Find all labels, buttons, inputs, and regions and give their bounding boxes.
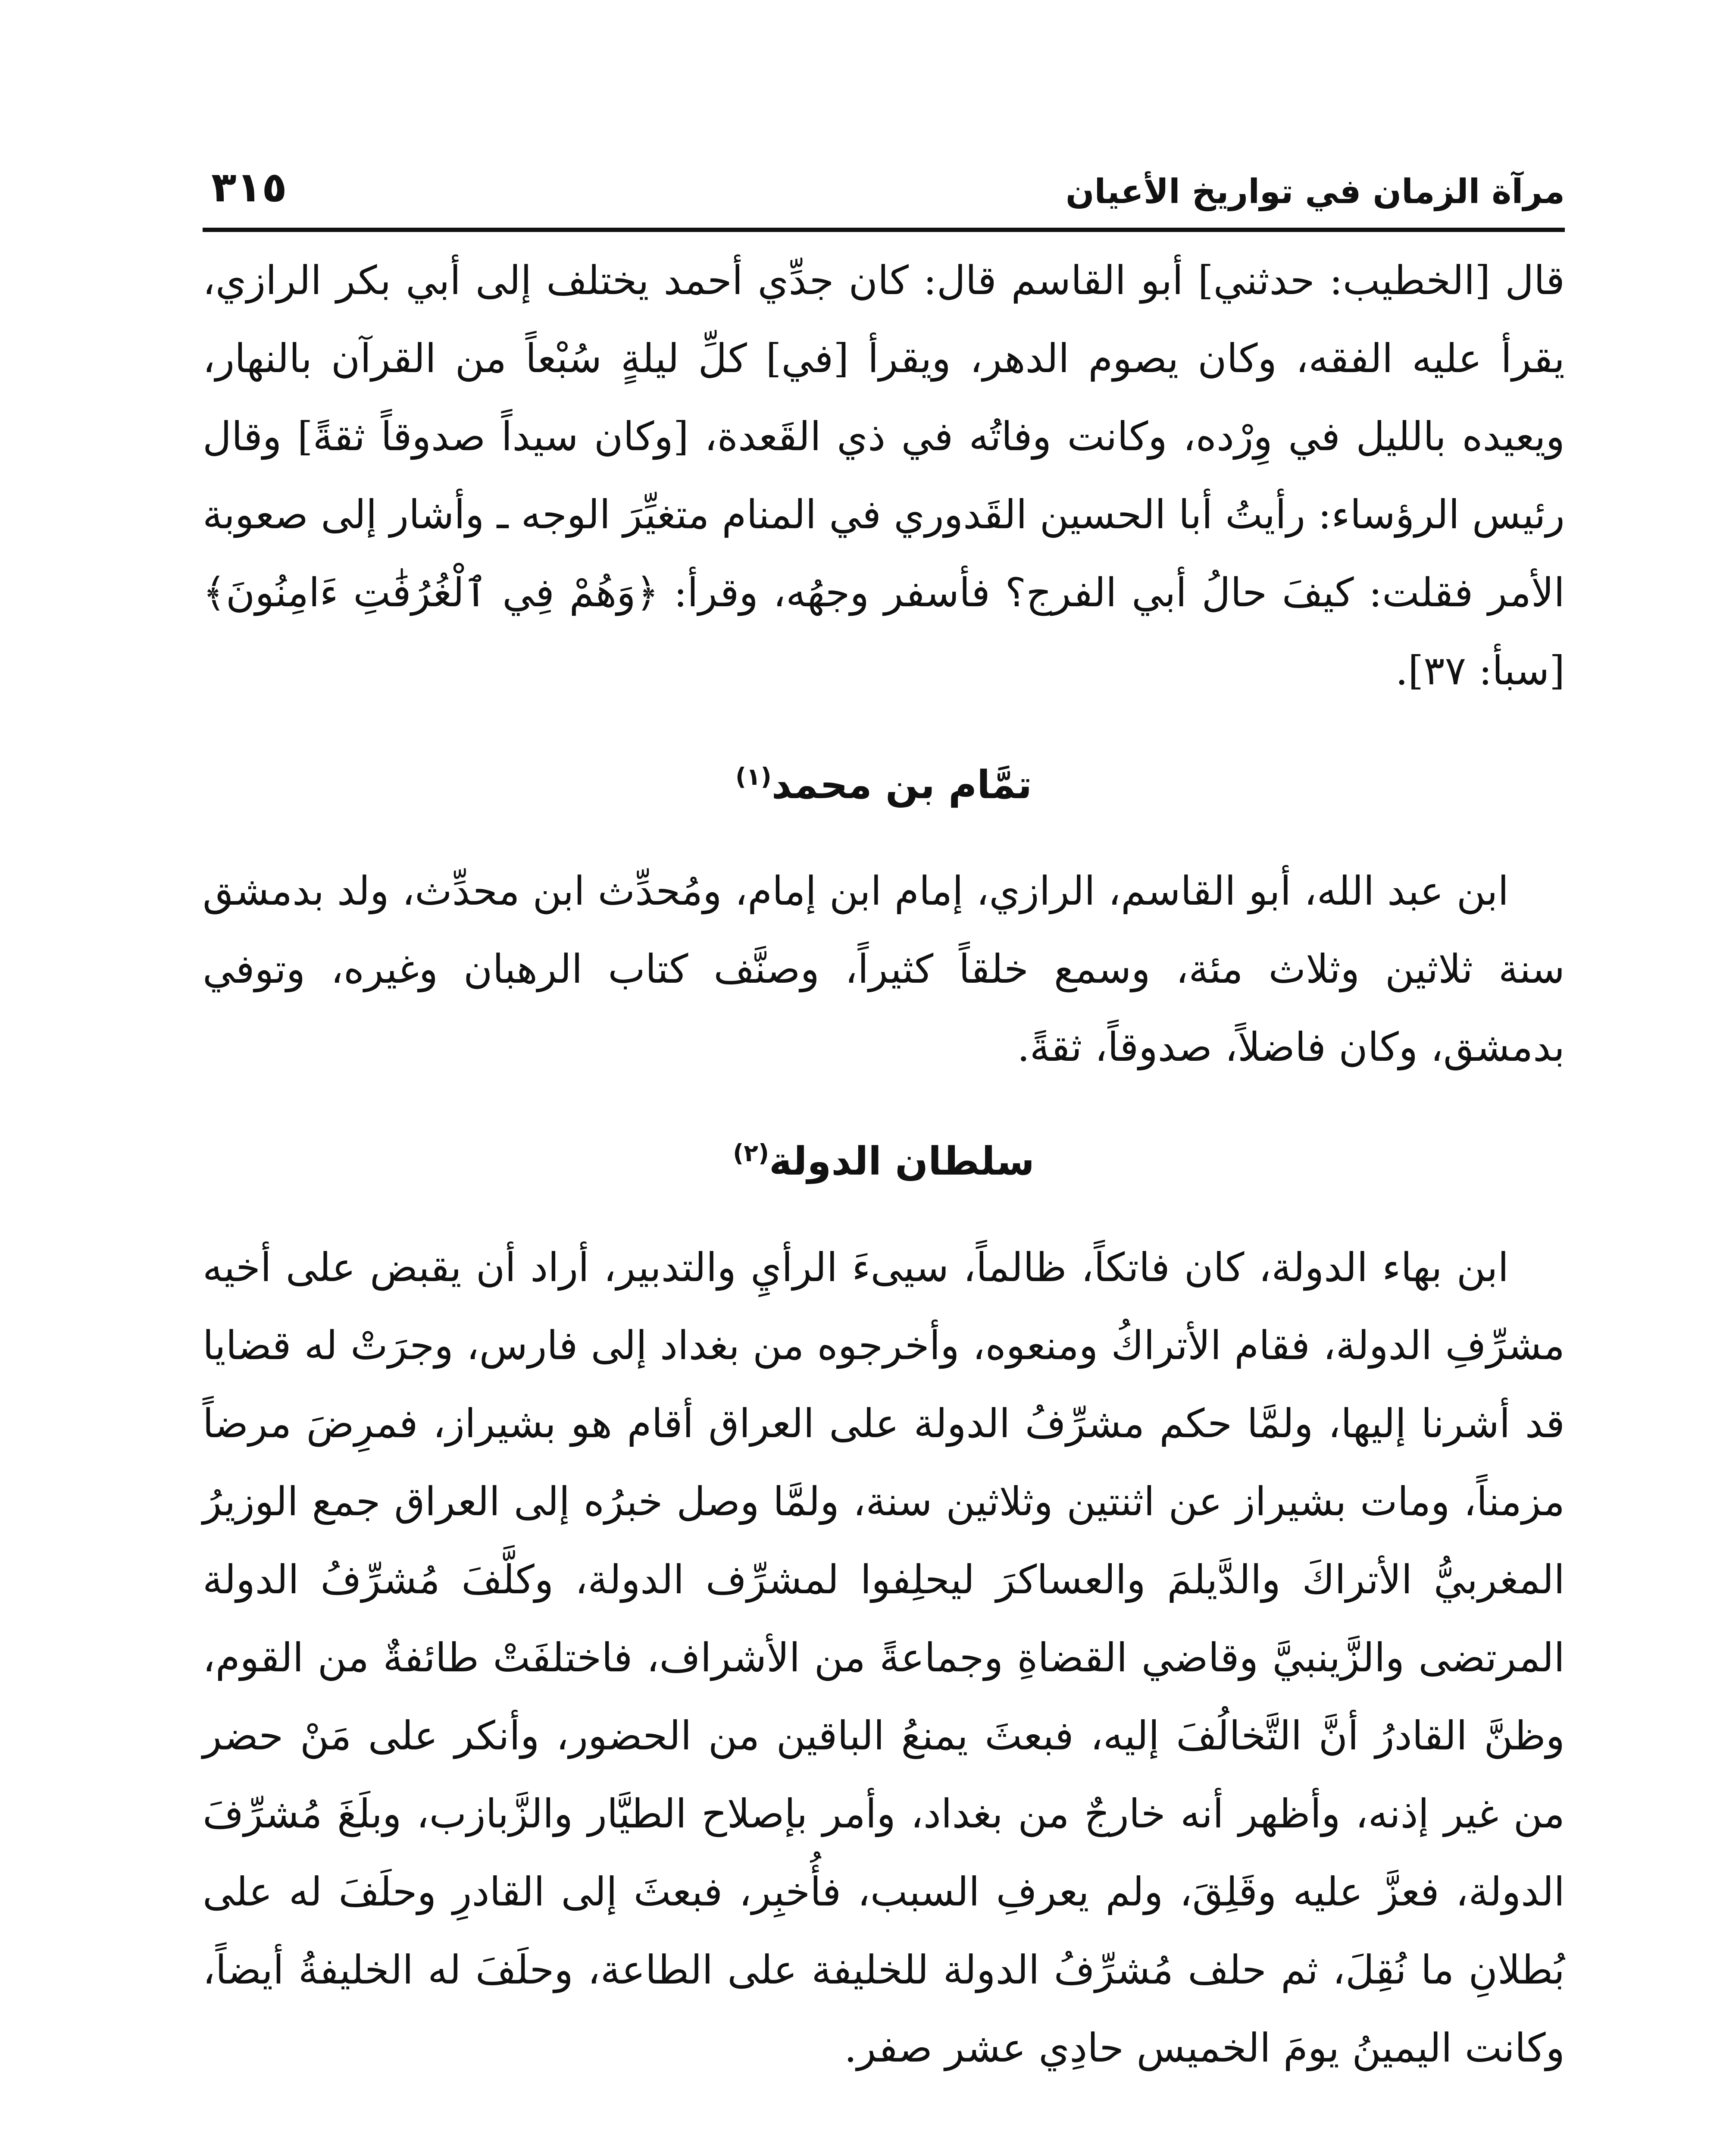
heading-text: تمَّام بن محمد xyxy=(771,762,1032,808)
footnote-ref: (١) xyxy=(735,763,772,790)
header-rule xyxy=(203,228,1565,232)
running-header xyxy=(203,142,1565,229)
page-number: ٣١٥ xyxy=(211,163,287,211)
entry-heading-sultan xyxy=(203,1127,1565,1188)
entry-heading-tammam xyxy=(203,751,1565,811)
page-body xyxy=(203,241,1565,2087)
paragraph-intro: قال [الخطيب: حدثني] أبو القاسم قال: كان جدِّي أحمد يختلف إلى أبي بكر الرازي، يقرأ عليه الفقه، وكان يصوم الدهر، ويقرأ [في] كلِّ ليلةٍ سُبْعاً من القرآن بالنهار، ويعيده بالليل في وِرْده، وكانت وفاتُه في ذي القَعدة، [وكان سيداً صدوقاً ثقةً] وقال رئيس الرؤساء: رأيتُ أبا الحسين القَدوري في المنام متغيِّرَ الوجه ـ وأشار إلى صعوبة الأمر فقلت: كيفَ حالُ أبي الفرج؟ فأسفر وجهُه، وقرأ: ﴿وَهُمْ فِي ٱلْغُرُفَٰتِ ءَامِنُونَ﴾ [سبأ: ٣٧]. xyxy=(203,257,1565,694)
paragraph-tammam: ابن عبد الله، أبو القاسم، الرازي، إمام ابن إمام، ومُحدِّث ابن محدِّث، ولد بدمشق سنة ثلاثين وثلاث مئة، وسمع خلقاً كثيراً، وصنَّف كتاب الرهبان وغيره، وتوفي بدمشق، وكان فاضلاً، صدوقاً، ثقةً. xyxy=(203,868,1565,1070)
running-title: مرآة الزمان في تواريخ الأعيان xyxy=(1065,172,1565,211)
paragraph-sultan: ابن بهاء الدولة، كان فاتكاً، ظالماً، سيىءَ الرأيِ والتدبير، أراد أن يقبض على أخيه مشرِّفِ الدولة، فقام الأتراكُ ومنعوه، وأخرجوه من بغداد إلى فارس، وجرَتْ له قضايا قد أشرنا إليها، ولمَّا حكم مشرِّفُ الدولة على العراق أقام هو بشيراز، فمرِضَ مرضاً مزمناً، ومات بشيراز عن اثنتين وثلاثين سنة، ولمَّا وصل خبرُه إلى العراق جمع الوزيرُ المغربيُّ الأتراكَ والدَّيلمَ والعساكرَ ليحلِفوا لمشرِّف الدولة، وكلَّفَ مُشرِّفُ الدولة المرتضى والزَّينبيَّ وقاضي القضاةِ وجماعةً من الأشراف، فاختلفَتْ طائفةٌ من القوم، وظنَّ القادرُ أنَّ التَّخالُفَ إليه، فبعثَ يمنعُ الباقين من الحضور، وأنكر على مَنْ حضر من غير إذنه، وأظهر أنه خارجٌ من بغداد، وأمر بإصلاح الطيَّار والزَّبازب، وبلَغَ مُشرِّفَ الدولة، فعزَّ عليه وقَلِقَ، ولم يعرفِ السبب، فأُخبِر، فبعثَ إلى القادرِ وحلَفَ له على بُطلانِ ما نُقِلَ، ثم حلف مُشرِّفُ الدولة للخليفة على الطاعة، وحلَفَ له الخليفةُ أيضاً، وكانت اليمينُ يومَ الخميس حادِي عشر صفر. xyxy=(203,1244,1565,2071)
heading-text: سلطان الدولة xyxy=(769,1139,1035,1184)
footnote-ref: (٢) xyxy=(733,1139,769,1167)
